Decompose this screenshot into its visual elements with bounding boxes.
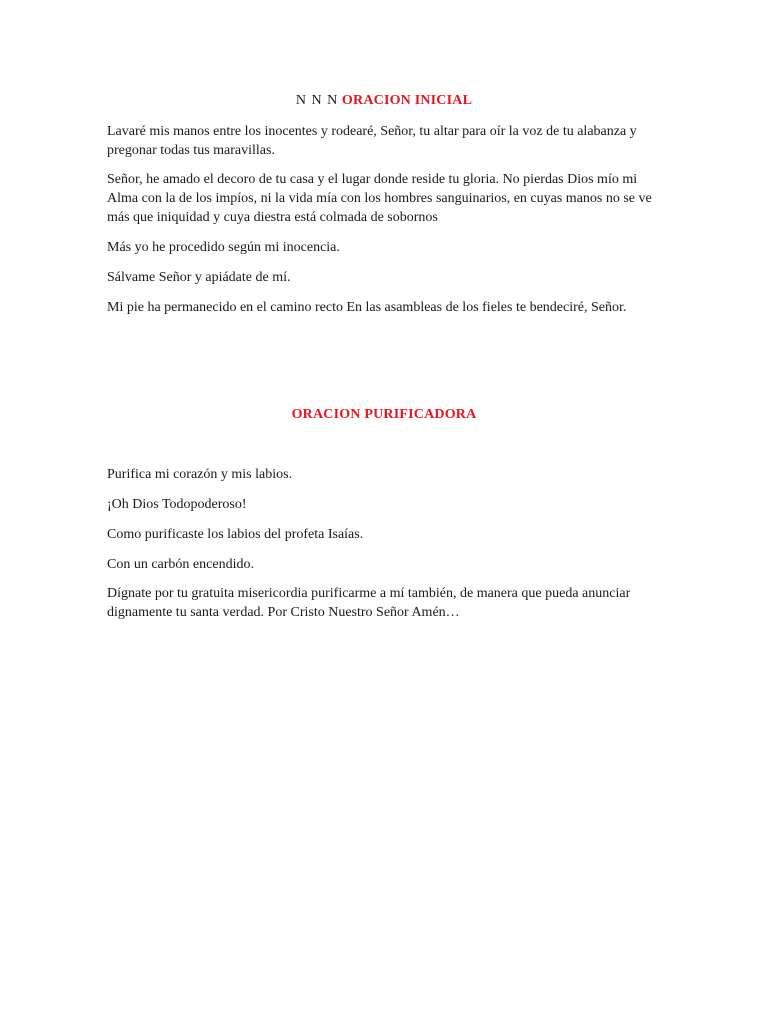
paragraph: Lavaré mis manos entre los inocentes y rodearé, Señor, tu altar para oír la voz de tu alabanza y pregonar todas tus maravillas.: [107, 124, 637, 158]
paragraph: Sálvame Señor y apiádate de mí.: [107, 270, 291, 285]
section-heading-oracion-inicial: [0, 92, 768, 110]
paragraph: Mi pie ha permanecido en el camino recto En las asambleas de los fieles te bendeciré, Señor.: [107, 300, 627, 315]
paragraph: Como purificaste los labios del profeta Isaías.: [107, 527, 364, 542]
heading-title: ORACION PURIFICADORA: [291, 407, 477, 422]
paragraph: Con un carbón encendido.: [107, 557, 254, 572]
heading-prefix: N N N: [295, 93, 339, 108]
heading-title: ORACION INICIAL: [341, 93, 473, 108]
paragraph: Señor, he amado el decoro de tu casa y el lugar donde reside tu gloria. No pierdas Dios mío mi Alma con la de los impíos, ni la vida mía con los hombres sanguinarios, en cuyas manos no se ve más que iniquidad y cuya diestra está colmada de sobornos: [107, 172, 652, 225]
paragraph: ¡Oh Dios Todopoderoso!: [107, 497, 247, 512]
section-heading-oracion-purificadora: [0, 406, 768, 424]
paragraph: Más yo he procedido según mi inocencia.: [107, 240, 340, 255]
paragraph: Purifica mi corazón y mis labios.: [107, 467, 293, 482]
paragraph: Dígnate por tu gratuita misericordia purificarme a mí también, de manera que pueda anunciar dignamente tu santa verdad. Por Cristo Nuestro Señor Amén…: [107, 586, 631, 620]
